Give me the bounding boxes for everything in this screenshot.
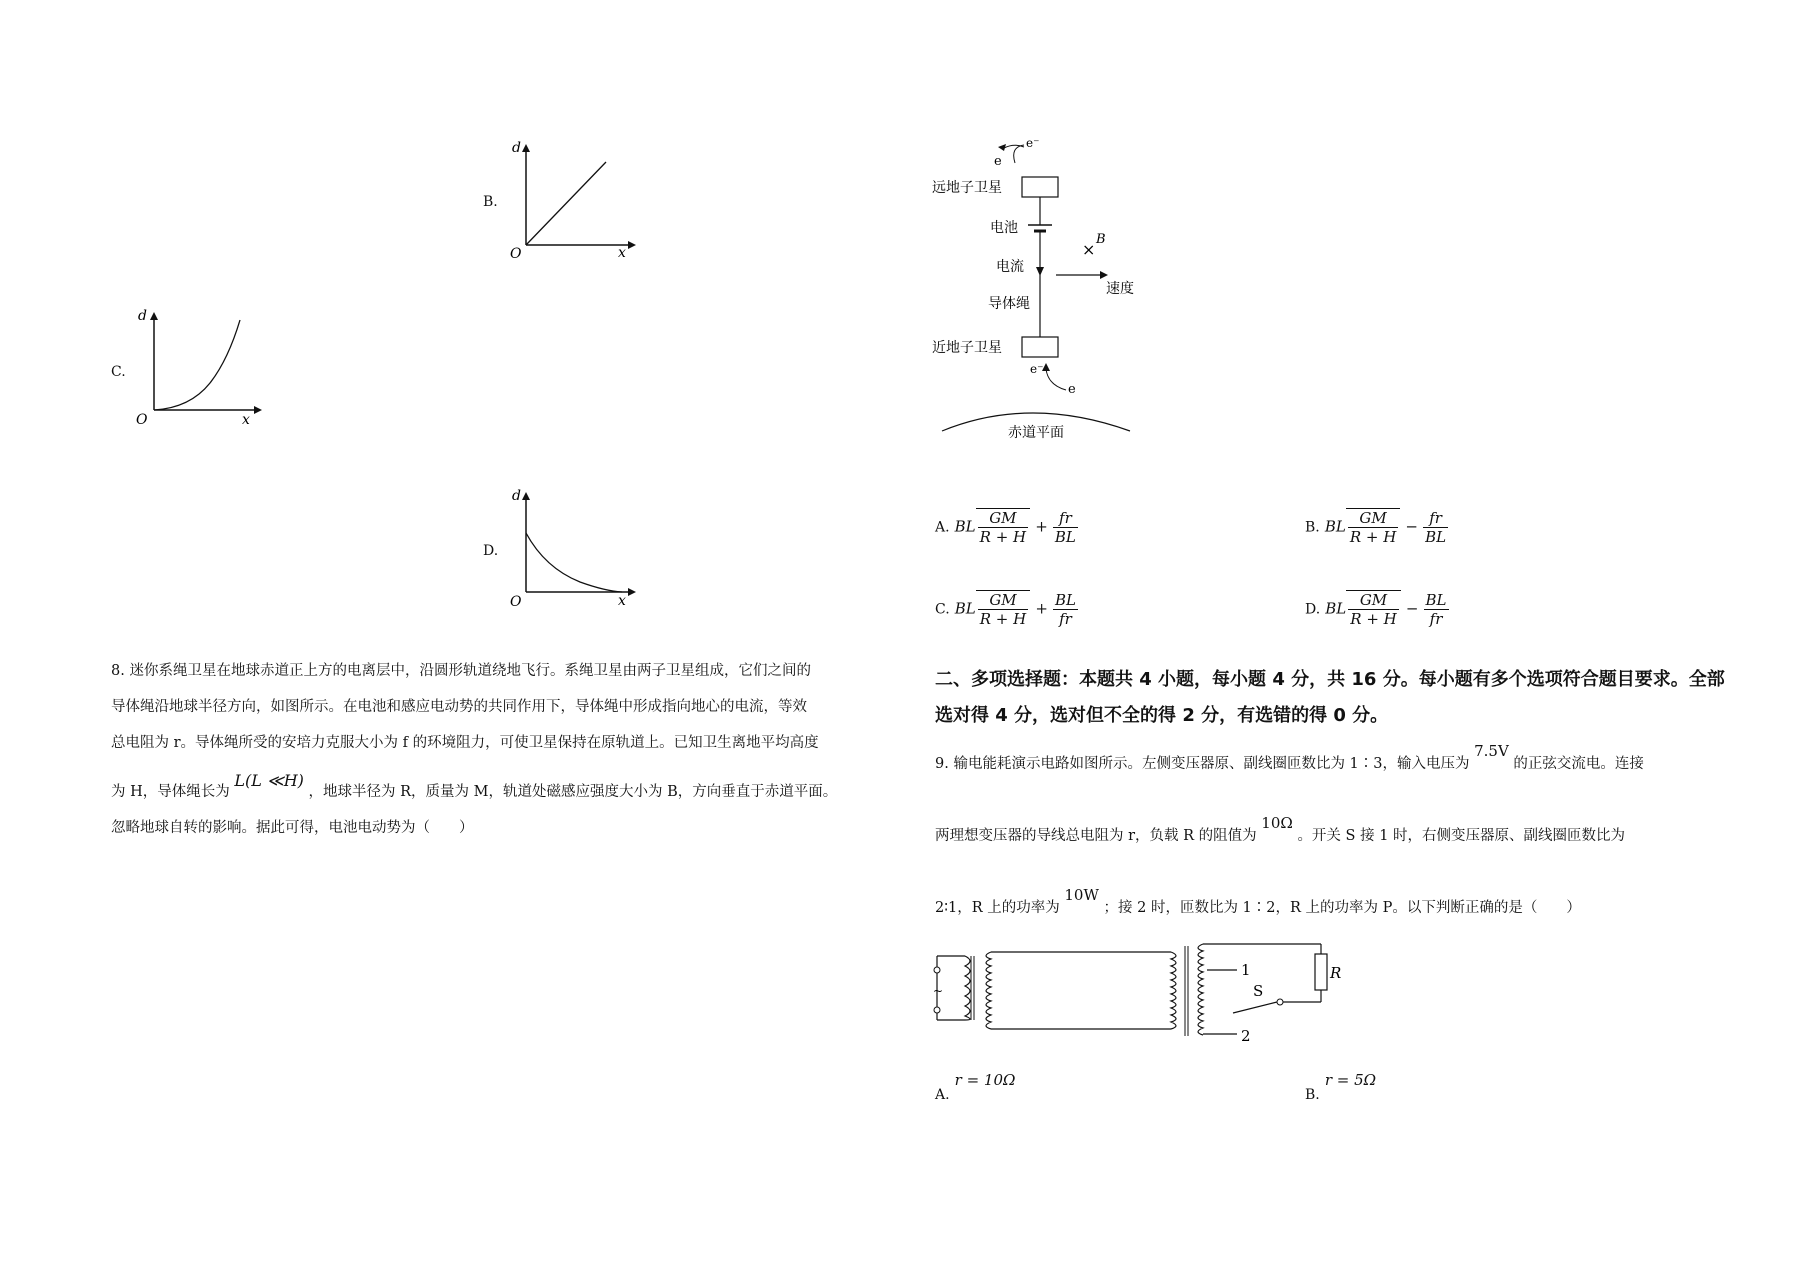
q8-line-5: 忽略地球自转的影响。据此可得，电池电动势为（ ） [111, 820, 474, 836]
q9-option-b[interactable] [1305, 1070, 1377, 1103]
velocity-label: 速度 [1106, 281, 1134, 297]
question-9 [935, 740, 1755, 924]
frac-a2-num: fr [1053, 509, 1078, 528]
question-8 [111, 653, 901, 846]
frac-a2-den: BL [1054, 527, 1076, 546]
q8-option-a-op: + [1035, 517, 1048, 536]
q8-option-b-coef: BL [1324, 517, 1346, 536]
q9-voltage: 7.5V [1474, 742, 1509, 760]
graph-d [500, 488, 640, 608]
frac-d2-num: BL [1425, 590, 1447, 609]
frac-b2-den: BL [1425, 527, 1447, 546]
q8-line-2: 导体绳沿地球半径方向，如图所示。在电池和感应电动势的共同作用下，导体绳中形成指向地心的电流，等效 [111, 699, 807, 715]
e-top-sup-label: e⁻ [1026, 136, 1040, 150]
e-bottom-sup-label: e⁻ [1030, 362, 1044, 376]
graph-c-x-label: x [242, 412, 250, 428]
frac-d-den: R + H [1350, 610, 1397, 628]
q9-line-2a: 两理想变压器的导线总电阻为 r，负载 R 的阻值为 [935, 828, 1257, 844]
graph-b-y-label: d [512, 140, 521, 156]
q8-line-4a: 为 H，导体绳长为 [111, 784, 230, 800]
graph-c [130, 308, 270, 428]
near-satellite-label: 近地子卫星 [932, 340, 1002, 356]
q8-option-c[interactable] [935, 590, 1078, 628]
q8-line-4 [111, 773, 901, 810]
frac-d-num: GM [1348, 591, 1398, 610]
q9-option-b-label: B. [1305, 1087, 1320, 1103]
q9-line-1 [935, 740, 1755, 780]
ac-source-symbol: ~ [933, 984, 944, 998]
b-field-cross: × [1082, 240, 1096, 259]
right-secondary-coil [1198, 944, 1203, 1035]
switch-label: S [1253, 982, 1264, 1000]
q8-option-b-label: B. [1305, 519, 1320, 536]
sqrt-c [976, 590, 1030, 628]
graph-b-x-label: x [618, 245, 626, 261]
frac-a-num: GM [978, 509, 1028, 528]
section-2-heading [935, 662, 1735, 734]
q8-length-expr: L(L ≪H) [234, 771, 304, 790]
sqrt-d [1346, 590, 1400, 628]
equator-label: 赤道平面 [1008, 425, 1064, 441]
q9-line-2b: 。开关 S 接 1 时，右侧变压器原、副线圈匝数比为 [1297, 828, 1626, 844]
q9-line-3 [935, 884, 1755, 924]
q9-power: 10W [1064, 886, 1099, 904]
q9-line-1a: 9. 输电能耗演示电路如图所示。左侧变压器原、副线圈匝数比为 1∶3，输入电压为 [935, 756, 1470, 772]
sqrt-a [976, 508, 1030, 546]
section-2-line-2: 选对得 4 分，选对但不全的得 2 分，有选错的得 0 分。 [935, 705, 1389, 726]
graph-d-y-label: d [512, 488, 521, 504]
frac-c2-den: fr [1059, 609, 1072, 628]
q9-option-a-label: A. [935, 1087, 950, 1103]
section-2-line-1: 二、多项选择题：本题共 4 小题，每小题 4 分，共 16 分。每小题有多个选项符合题目要求。全部 [935, 669, 1725, 690]
q8-line-1: 8. 迷你系绳卫星在地球赤道正上方的电离层中，沿圆形轨道绕地飞行。系绳卫星由两子卫星组成，它们之间的 [111, 663, 811, 679]
frac-c2-num: BL [1055, 590, 1076, 609]
q8-option-d[interactable] [1305, 590, 1449, 628]
satellite-diagram [930, 135, 1190, 445]
graph-d-origin: O [510, 594, 522, 610]
q9-resistance: 10Ω [1261, 814, 1293, 832]
graph-c-y-label: d [138, 308, 147, 324]
frac-b-den: R + H [1349, 528, 1397, 546]
sqrt-b [1346, 508, 1400, 546]
rope-label: 导体绳 [988, 296, 1030, 312]
q8-option-a-coef: BL [954, 517, 976, 536]
left-secondary-coil [986, 952, 991, 1029]
b-field-label: B [1096, 232, 1106, 247]
e-bottom-label: e [1068, 382, 1076, 397]
left-primary-coil [965, 956, 970, 1020]
q8-option-a[interactable] [935, 508, 1078, 546]
frac-c-num: GM [978, 591, 1028, 610]
tap-2-label: 2 [1241, 1027, 1251, 1045]
q8-option-d-op: − [1405, 599, 1419, 618]
option-d-label: D. [483, 543, 499, 559]
q9-line-3a: 2∶1，R 上的功率为 [935, 900, 1060, 916]
q9-option-a-expr: r = 10Ω [954, 1071, 1016, 1089]
graph-c-origin: O [136, 412, 148, 428]
q8-option-a-label: A. [935, 519, 950, 536]
q8-option-b-op: − [1405, 517, 1418, 536]
frac-d2-den: fr [1429, 609, 1443, 628]
right-primary-coil [1171, 952, 1176, 1029]
q8-option-b[interactable] [1305, 508, 1448, 546]
q8-option-c-op: + [1035, 599, 1048, 618]
far-satellite-label: 远地子卫星 [932, 180, 1002, 196]
far-satellite-box [1022, 177, 1058, 197]
frac-b-num: GM [1348, 509, 1398, 528]
graph-b-origin: O [510, 246, 522, 262]
q8-option-c-coef: BL [954, 599, 976, 618]
q9-option-b-expr: r = 5Ω [1324, 1071, 1377, 1089]
load-resistor [1315, 954, 1327, 990]
current-label: 电流 [996, 259, 1024, 275]
battery-label: 电池 [990, 220, 1018, 236]
frac-c-den: R + H [979, 610, 1027, 628]
q9-line-3b: ；接 2 时，匝数比为 1∶2，R 上的功率为 P。以下判断正确的是（ ） [1103, 900, 1581, 916]
e-top-label: e [994, 154, 1002, 169]
frac-b2-num: fr [1423, 509, 1448, 528]
q9-option-a[interactable] [935, 1070, 1016, 1103]
option-b-label: B. [483, 194, 498, 210]
graph-d-x-label: x [618, 593, 626, 609]
option-c-label: C. [111, 364, 126, 380]
tap-1-label: 1 [1241, 961, 1251, 979]
near-satellite-box [1022, 337, 1058, 357]
q9-line-1b: 的正弦交流电。连接 [1513, 756, 1644, 772]
load-resistor-label: R [1330, 964, 1342, 982]
transformer-circuit [933, 940, 1342, 1050]
q8-option-d-coef: BL [1325, 599, 1347, 618]
q8-line-4b: ，地球半径为 R，质量为 M，轨道处磁感应强度大小为 B，方向垂直于赤道平面。 [308, 784, 838, 800]
q8-line-3: 总电阻为 r。导体绳所受的安培力克服大小为 f 的环境阻力，可使卫星保持在原轨道上。已知卫生离地平均高度 [111, 735, 819, 751]
q8-option-c-label: C. [935, 601, 950, 618]
graph-b [500, 140, 640, 260]
q8-option-d-label: D. [1305, 601, 1321, 618]
frac-a-den: R + H [979, 528, 1027, 546]
q9-line-2 [935, 812, 1755, 852]
